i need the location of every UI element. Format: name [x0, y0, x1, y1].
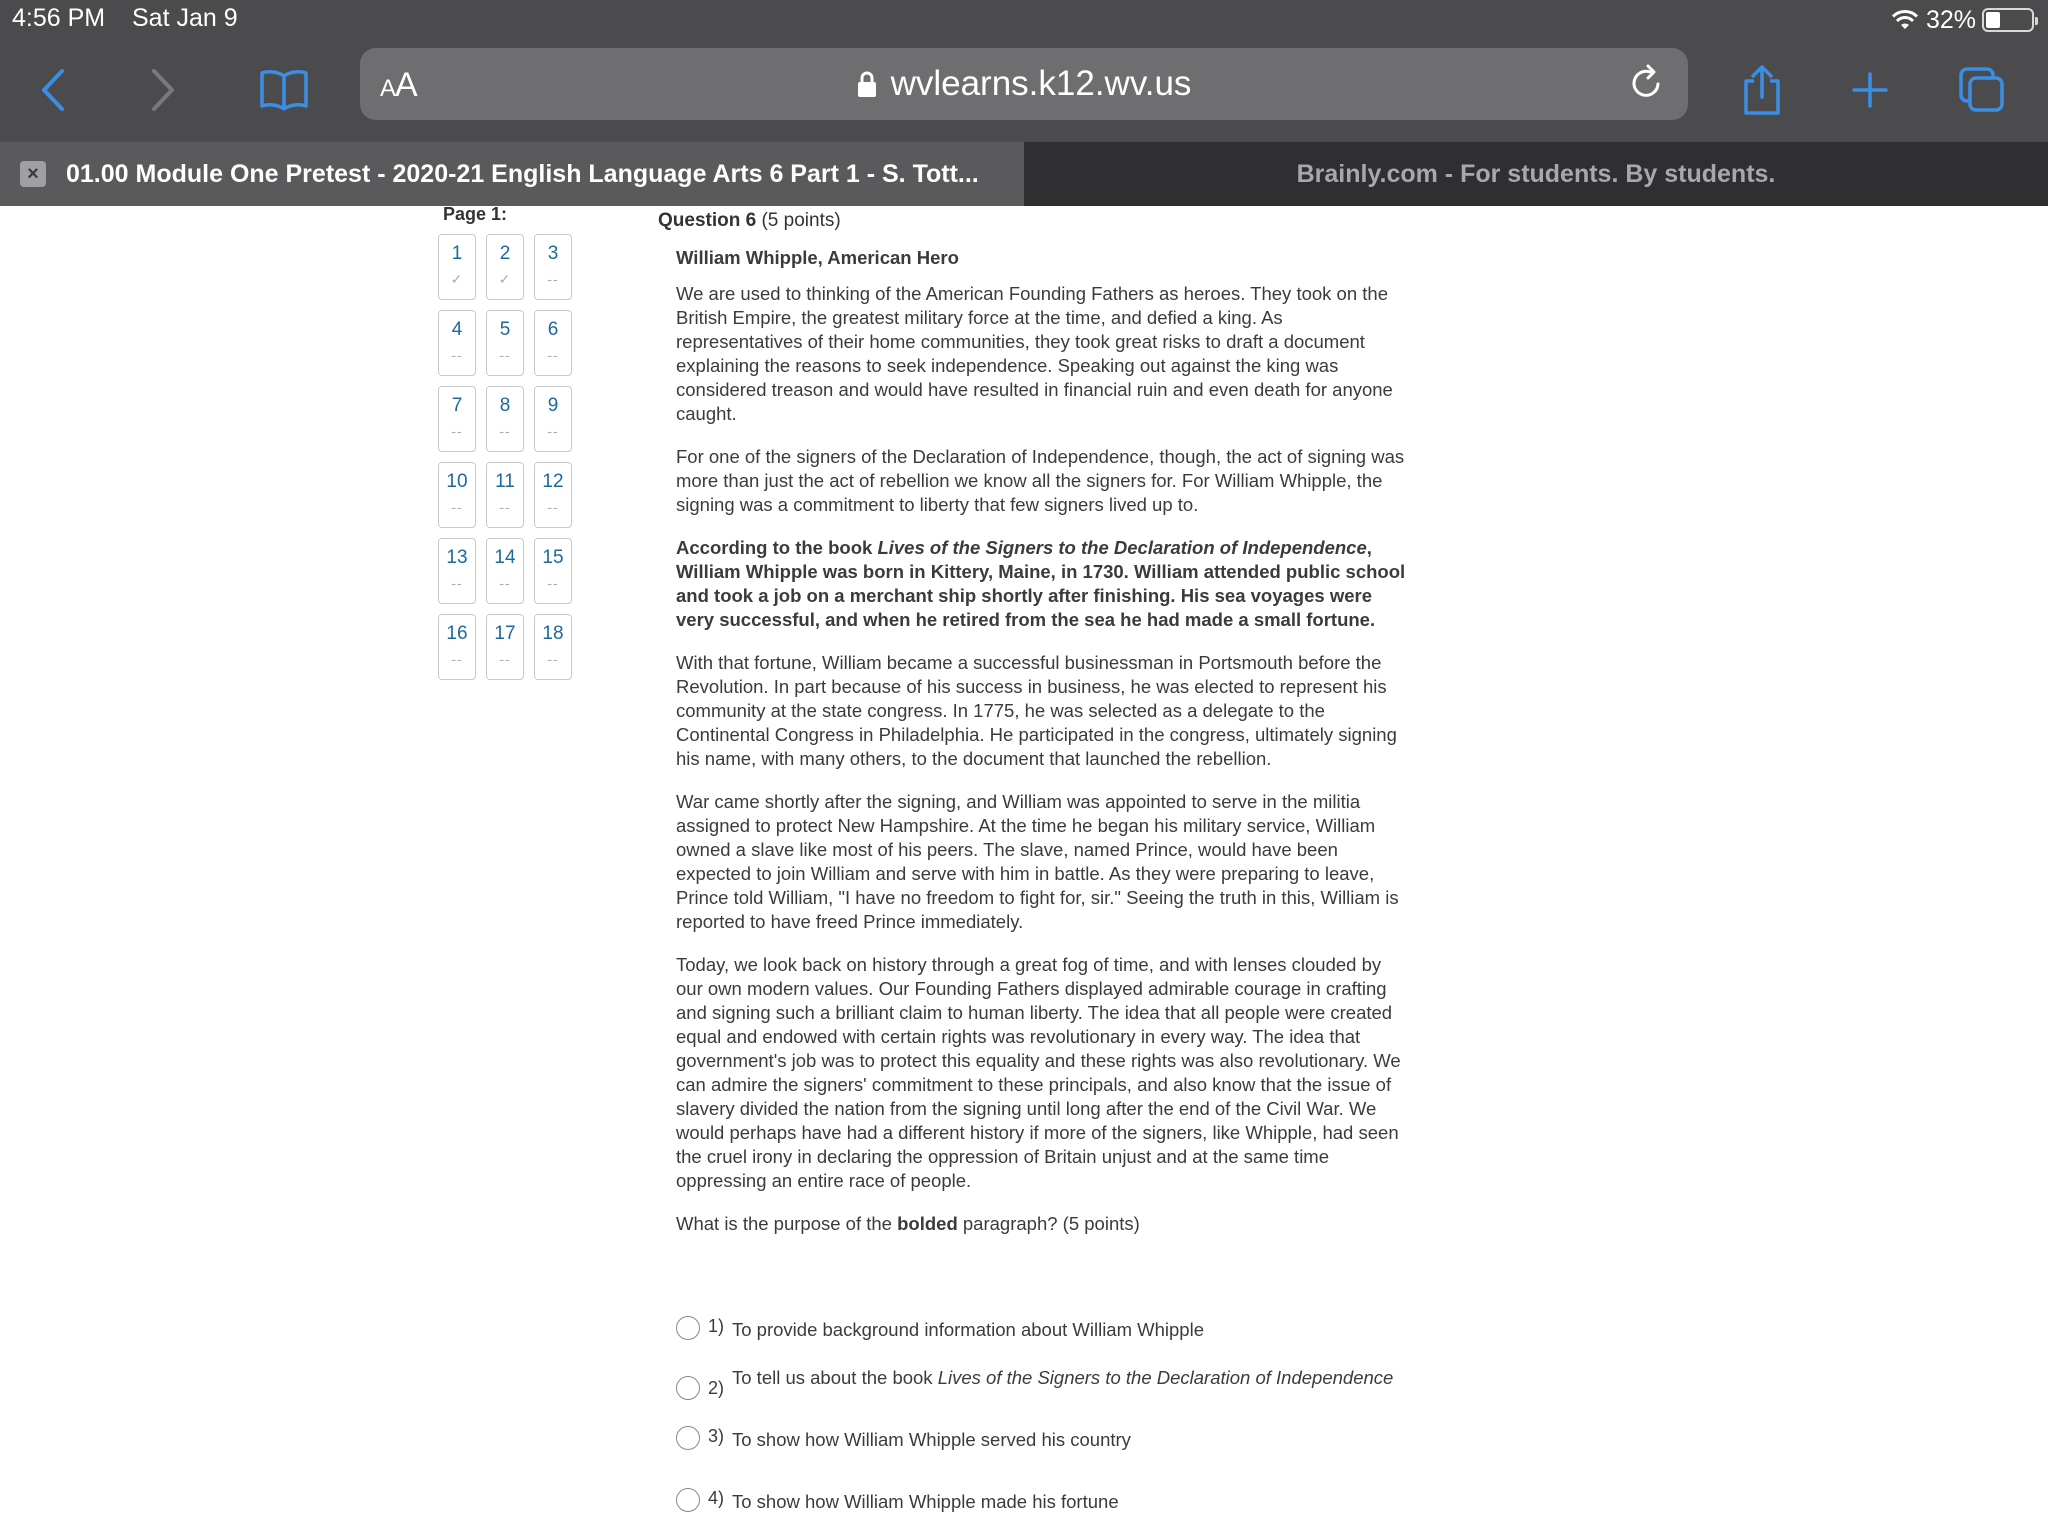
question-nav-13[interactable] — [438, 538, 476, 604]
question-nav-number: 8 — [499, 395, 511, 416]
paragraph-3-body: , William Whipple was born in Kittery, Maine, in 1730. William attended public school and took a job on a merchant ship shortly after finishing. His sea voyages were very successful, and when he retired from the sea he had made a small fortune. — [676, 537, 1406, 630]
prompt-end: paragraph? (5 points) — [957, 1213, 1140, 1234]
question-nav-status: -- — [451, 423, 463, 439]
question-nav-2[interactable] — [486, 234, 524, 300]
answer-option-4[interactable] — [676, 1486, 1406, 1514]
option-number: 2) — [708, 1378, 725, 1398]
question-nav-number: 15 — [542, 547, 564, 568]
close-icon: × — [27, 162, 39, 185]
paragraph-1: We are used to thinking of the American Founding Fathers as heroes. They took on the British Empire, the greatest military force at the time, and defied a king. As representatives of their home communities, they took great risks to draft a document explaining the reasons to seek independence. Speaking out against the king was considered treason and would have resulted in financial ruin and even death for anyone caught. — [676, 283, 1393, 424]
address-bar[interactable] — [360, 48, 1688, 120]
question-nav-number: 11 — [495, 471, 515, 492]
status-date: Sat Jan 9 — [132, 4, 238, 32]
forward-button[interactable] — [130, 58, 194, 122]
chevron-left-icon — [34, 65, 74, 115]
question-nav-status: -- — [547, 271, 559, 287]
question-nav-15[interactable] — [534, 538, 572, 604]
book-title: Lives of the Signers to the Declaration of Independence — [877, 537, 1367, 558]
question-nav-number: 17 — [494, 623, 516, 644]
question-nav-4[interactable] — [438, 310, 476, 376]
question-nav-status: -- — [499, 499, 511, 515]
status-bar — [0, 0, 2048, 40]
question-nav-3[interactable] — [534, 234, 572, 300]
url-text: wvlearns.k12.wv.us — [890, 64, 1192, 103]
question-nav-11[interactable] — [486, 462, 524, 528]
battery-percent: 32% — [1925, 5, 1976, 34]
question-nav-14[interactable] — [486, 538, 524, 604]
tabs-icon — [1957, 65, 2007, 115]
question-nav-number: 9 — [547, 395, 559, 416]
reload-icon[interactable] — [1626, 62, 1668, 104]
question-nav-status: -- — [499, 347, 511, 363]
status-time: 4:56 PM — [12, 4, 106, 32]
question-nav-1[interactable] — [438, 234, 476, 300]
question-nav-number: 12 — [542, 471, 564, 492]
option-number: 3) — [708, 1426, 725, 1446]
passage — [676, 246, 1406, 1255]
radio-button[interactable] — [676, 1426, 700, 1450]
option-text: To provide background information about William Whipple — [732, 1319, 1204, 1340]
passage-title: William Whipple, American Hero — [676, 247, 959, 268]
checkmark-icon: ✓ — [450, 271, 464, 287]
battery-fill — [1986, 12, 2000, 28]
chevron-right-icon — [142, 65, 182, 115]
question-nav-number: 16 — [446, 623, 468, 644]
paragraph-4: With that fortune, William became a successful businessman in Portsmouth before the Revolution. In part because of his success in business, he was elected to represent his community at the state congress. In 1775, he was selected as a delegate to the Continental Congress in Philadelphia. He participated in the congress, ultimately signing his name, with many others, to the document that launched the rebellion. — [676, 652, 1397, 769]
question-nav-9[interactable] — [534, 386, 572, 452]
question-nav-6[interactable] — [534, 310, 572, 376]
question-nav-number: 7 — [451, 395, 463, 416]
question-nav-number: 4 — [451, 319, 463, 340]
checkmark-icon: ✓ — [498, 271, 512, 287]
battery-icon — [1982, 8, 2034, 32]
question-nav-12[interactable] — [534, 462, 572, 528]
question-nav-status: -- — [547, 423, 559, 439]
question-header — [658, 210, 841, 232]
url-display[interactable] — [360, 64, 1688, 104]
answer-option-2[interactable] — [676, 1366, 1406, 1400]
status-right — [1890, 5, 2034, 35]
question-label: Question 6 — [658, 210, 757, 231]
tab-title-active: 01.00 Module One Pretest - 2020-21 English Language Arts 6 Part 1 - S. Tott... — [66, 159, 979, 188]
paragraph-2: For one of the signers of the Declaration of Independence, though, the act of signing was more than just the act of rebellion we know all the signers for. For William Whipple, the signing was a commitment to liberty that few signers lived up to. — [676, 446, 1405, 515]
share-button[interactable] — [1730, 58, 1794, 122]
close-tab-button[interactable] — [20, 161, 46, 187]
plus-icon — [1850, 70, 1890, 110]
question-nav-status: -- — [451, 575, 463, 591]
question-nav-17[interactable] — [486, 614, 524, 680]
page-content — [0, 206, 2048, 1536]
question-nav-status: -- — [547, 499, 559, 515]
radio-button[interactable] — [676, 1488, 700, 1512]
option-text: To show how William Whipple served his country — [732, 1429, 1131, 1450]
tab-inactive[interactable] — [1024, 142, 2048, 206]
paragraph-3-intro: According to the book — [676, 537, 878, 558]
new-tab-button[interactable] — [1838, 58, 1902, 122]
radio-button[interactable] — [676, 1316, 700, 1340]
option-text-start: To tell us about the book — [732, 1367, 938, 1388]
page-label: Page 1: — [443, 204, 508, 224]
question-nav-number: 10 — [446, 471, 468, 492]
question-nav-18[interactable] — [534, 614, 572, 680]
text-size-button[interactable]: AA — [380, 66, 417, 104]
question-nav-status: -- — [451, 499, 463, 515]
question-nav-5[interactable] — [486, 310, 524, 376]
option-text: To show how William Whipple made his fortune — [732, 1491, 1119, 1512]
tab-bar — [0, 142, 2048, 206]
question-nav-status: -- — [547, 575, 559, 591]
radio-button[interactable] — [676, 1376, 700, 1400]
question-nav-status: -- — [451, 651, 463, 667]
tab-active[interactable] — [0, 142, 1024, 206]
question-nav-number: 6 — [547, 319, 559, 340]
paragraph-3-bolded — [676, 536, 1406, 632]
prompt-start: What is the purpose of the — [676, 1213, 898, 1234]
paragraph-6: Today, we look back on history through a great fog of time, and with lenses clouded by our own modern values. Our Founding Fathers displayed admirable courage in crafting and signing such a brilliant claim to human liberty. The idea that all people were created equal and endowed with certain rights was revolutionary in every way. The idea that government's job was to protect this equality and these rights was also revolutionary. We can admire the signers' commitment to these principals, and also know that the issue of slavery divided the nation from the signing until long after the end of the Civil War. We would perhaps have had a different history if more of the signers, like Whipple, had seen the cruel irony in declaring the oppression of Britain unjust and at the same time oppressing an entire race of people. — [676, 954, 1401, 1191]
bookmarks-button[interactable] — [252, 58, 316, 122]
question-nav-number: 13 — [446, 547, 468, 568]
question-nav-number: 1 — [451, 243, 463, 264]
question-nav-number: 18 — [542, 623, 564, 644]
question-nav-status: -- — [451, 347, 463, 363]
option-number: 4) — [708, 1488, 725, 1508]
tabs-overview-button[interactable] — [1950, 58, 2014, 122]
answer-option-1[interactable] — [676, 1314, 1406, 1342]
option-text — [732, 1366, 1406, 1390]
tab-title-inactive: Brainly.com - For students. By students. — [1296, 159, 1776, 188]
question-nav-status: -- — [547, 651, 559, 667]
paragraph-5: War came shortly after the signing, and William was appointed to serve in the militia assigned to protect New Hampshire. At the time he began his military service, William owned a slave like most of his peers. The slave, named Prince, would have been expected to join William and serve with him in battle. As they were preparing to leave, Prince told William, "I have no freedom to fight for, sir." Seeing the truth in this, William is reported to have freed Prince immediately. — [676, 791, 1399, 932]
question-nav-number: 3 — [547, 243, 559, 264]
question-navigator — [438, 234, 572, 680]
question-nav-number: 5 — [499, 319, 511, 340]
option-book-title: Lives of the Signers to the Declaration of Independence — [937, 1367, 1394, 1388]
question-nav-status: -- — [547, 347, 559, 363]
question-nav-status: -- — [499, 423, 511, 439]
answer-option-3[interactable] — [676, 1424, 1406, 1452]
back-button[interactable] — [22, 58, 86, 122]
lock-icon — [857, 70, 877, 98]
question-nav-status: -- — [499, 575, 511, 591]
question-points: (5 points) — [761, 210, 841, 231]
book-icon — [259, 68, 309, 112]
question-nav-8[interactable] — [486, 386, 524, 452]
question-nav-number: 2 — [499, 243, 511, 264]
question-nav-status: -- — [499, 651, 511, 667]
browser-toolbar — [0, 40, 2048, 142]
answer-options — [676, 1314, 1406, 1534]
share-icon — [1740, 63, 1784, 117]
prompt-bold-word: bolded — [897, 1213, 958, 1234]
wifi-icon — [1890, 8, 1920, 32]
option-number: 1) — [708, 1316, 725, 1336]
question-prompt — [676, 1212, 1406, 1236]
question-nav-7[interactable] — [438, 386, 476, 452]
question-nav-10[interactable] — [438, 462, 476, 528]
question-nav-number: 14 — [494, 547, 516, 568]
question-nav-16[interactable] — [438, 614, 476, 680]
